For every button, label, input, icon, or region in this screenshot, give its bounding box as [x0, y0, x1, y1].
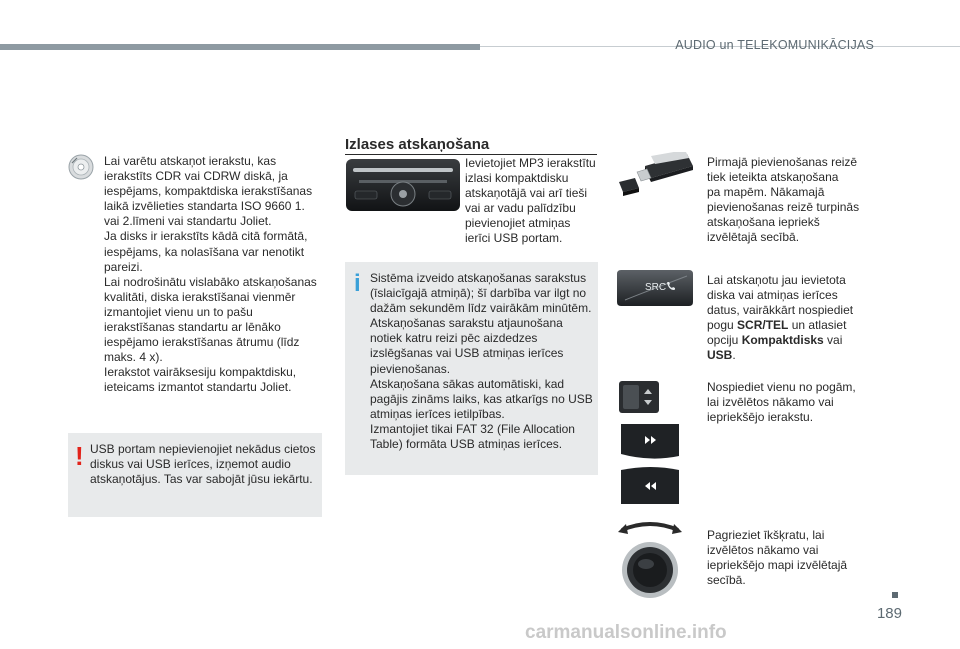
- next-track-button: [617, 422, 683, 460]
- warning-text: [90, 442, 315, 487]
- info-icon: i: [354, 270, 361, 297]
- previous-track-button: [617, 464, 683, 508]
- seek-info-text: [707, 380, 856, 425]
- warning-line: diskus vai USB ierīces, izņemot audio: [90, 457, 291, 472]
- left-info-line: maks. 4 x).: [104, 350, 163, 365]
- info-line: Izmantojiet tikai FAT 32 (File Allocation: [370, 421, 575, 436]
- warning-box: [68, 433, 322, 517]
- usb-info-line: izvēlētajā secībā.: [707, 230, 800, 245]
- info-line: pagājis zināms laiks, kas atkarīgs no USB: [370, 391, 593, 406]
- thumbwheel-knob: [616, 518, 684, 602]
- info-line: atmiņas ierīces ietilpības.: [370, 406, 505, 421]
- info-line: Sistēma izveido atskaņošanas sarakstus: [370, 271, 587, 285]
- warning-line: USB portam nepievienojiet nekādus cietos: [90, 442, 316, 456]
- radio-unit-image: [345, 158, 461, 212]
- info-line: Table) formāta USB atmiņas ierīces.: [370, 437, 563, 452]
- left-info-line: kvalitāti, diska ierakstīšanai vienmēr: [104, 289, 296, 304]
- info-line: dažām sekundēm līdz vairākām minūtēm.: [370, 301, 592, 316]
- left-info-line: Ja disks ir ierakstīts kādā citā formātā,: [104, 229, 308, 244]
- usb-info-line: pievienošanas reizē turpinās: [707, 200, 860, 215]
- left-info-line: pareizi.: [104, 259, 143, 274]
- info-line: Atskaņošana sākas automātiski, kad: [370, 376, 565, 391]
- intro-line: Ievietojiet MP3 ierakstītu: [465, 156, 596, 170]
- seek-info-line: lai izvēlētos nākamo vai: [707, 395, 834, 410]
- intro-line: vai ar vadu palīdzību: [465, 201, 576, 216]
- section-title-rule: [345, 154, 597, 155]
- left-info-line: laikā izvēlieties standarta ISO 9660 1.: [104, 199, 305, 214]
- thumbwheel-info-text: [707, 528, 847, 588]
- section-title: Izlases atskaņošana: [345, 136, 490, 153]
- left-info-line: ierakstīšanas standartu ar lēnāko: [104, 320, 281, 335]
- intro-line: atskaņotājā vai arī tieši: [465, 186, 588, 201]
- usb-stick-image: [615, 152, 695, 198]
- watermark: carmanualsonline.info: [525, 622, 727, 643]
- usb-info-line: atskaņošana iepriekš: [707, 215, 820, 230]
- intro-line: pievienojiet atmiņas: [465, 216, 571, 231]
- continue-marker: [892, 592, 898, 598]
- chapter-title: AUDIO un TELEKOMUNIKĀCIJAS: [675, 38, 874, 52]
- seek-info-line: Nospiediet vienu no pogām,: [707, 380, 856, 394]
- warning-line: atskaņotājus. Tas var sabojāt jūsu iekārtu.: [90, 472, 313, 487]
- src-tel-button: [615, 268, 695, 308]
- usb-info-line: pa mapēm. Nākamajā: [707, 185, 825, 200]
- src-button-label: SRC: [645, 282, 667, 293]
- intro-line: ierīci USB portam.: [465, 231, 563, 246]
- section-intro-text: [465, 156, 596, 247]
- left-info-line: iespējams, ka nolasīšana var nenotikt: [104, 244, 305, 259]
- left-info-line: ieteicams izmantot standartu Joliet.: [104, 380, 292, 395]
- intro-line: izlasi kompaktdisku: [465, 171, 569, 186]
- usb-info-line: Pirmajā pievienošanas reizē: [707, 155, 858, 169]
- info-box: [345, 262, 598, 475]
- left-info-line: vai 2.līmeni vai standartu Joliet.: [104, 214, 272, 229]
- thumbwheel-info-line: secībā.: [707, 573, 746, 588]
- seek-info-line: iepriekšējo ierakstu.: [707, 410, 814, 425]
- info-line: izslēgšanas vai USB atmiņas ierīces: [370, 346, 564, 361]
- cd-icon: [68, 154, 94, 180]
- src-info-text: Lai atskaņotu jau ievietota diska vai atmiņas ierīces datus, vairākkārt nospiediet pogu SCR/TEL un atlasiet opciju Kompaktdisks vai USB.: [707, 273, 854, 363]
- usb-info-line: tiek ieteikta atskaņošana: [707, 170, 839, 185]
- left-info-line: Ierakstot vairāksesiju kompaktdisku,: [104, 365, 297, 380]
- usb-info-text: [707, 155, 859, 246]
- thumbwheel-info-line: Pagrieziet īkšķratu, lai: [707, 528, 825, 542]
- thumbwheel-info-line: izvēlētos nākamo vai: [707, 543, 819, 558]
- warning-icon: !: [75, 441, 84, 471]
- info-line: (īslaicīgajā atmiņā); šī darbība var ilgt no: [370, 286, 587, 301]
- left-info-line: iespējamo ierakstīšanas ātrumu (līdz: [104, 335, 300, 350]
- left-info-line: iespējams, kompaktdiska ierakstīšanas: [104, 184, 313, 199]
- left-info-text: [104, 154, 317, 396]
- page-number: 189: [876, 605, 902, 622]
- thumbwheel-info-line: iepriekšējo mapi izvēlētajā: [707, 558, 848, 573]
- header-accent-bar: [0, 44, 480, 50]
- left-info-line: ierakstīts CDR vai CDRW diskā, ja: [104, 169, 288, 184]
- info-text: [370, 271, 593, 452]
- info-line: notiek katru reizi pēc aizdedzes: [370, 331, 538, 346]
- left-info-line: Lai nodrošinātu vislabāko atskaņošanas: [104, 274, 317, 289]
- phone-icon: [666, 281, 676, 291]
- seek-up-down-button: [618, 380, 660, 414]
- info-line: pievienošanas.: [370, 361, 451, 376]
- left-info-line: izmantojiet vienu un to pašu: [104, 304, 253, 319]
- left-info-line: Lai varētu atskaņot ierakstu, kas: [104, 154, 277, 168]
- info-line: Atskaņošanas sarakstu atjaunošana: [370, 316, 563, 331]
